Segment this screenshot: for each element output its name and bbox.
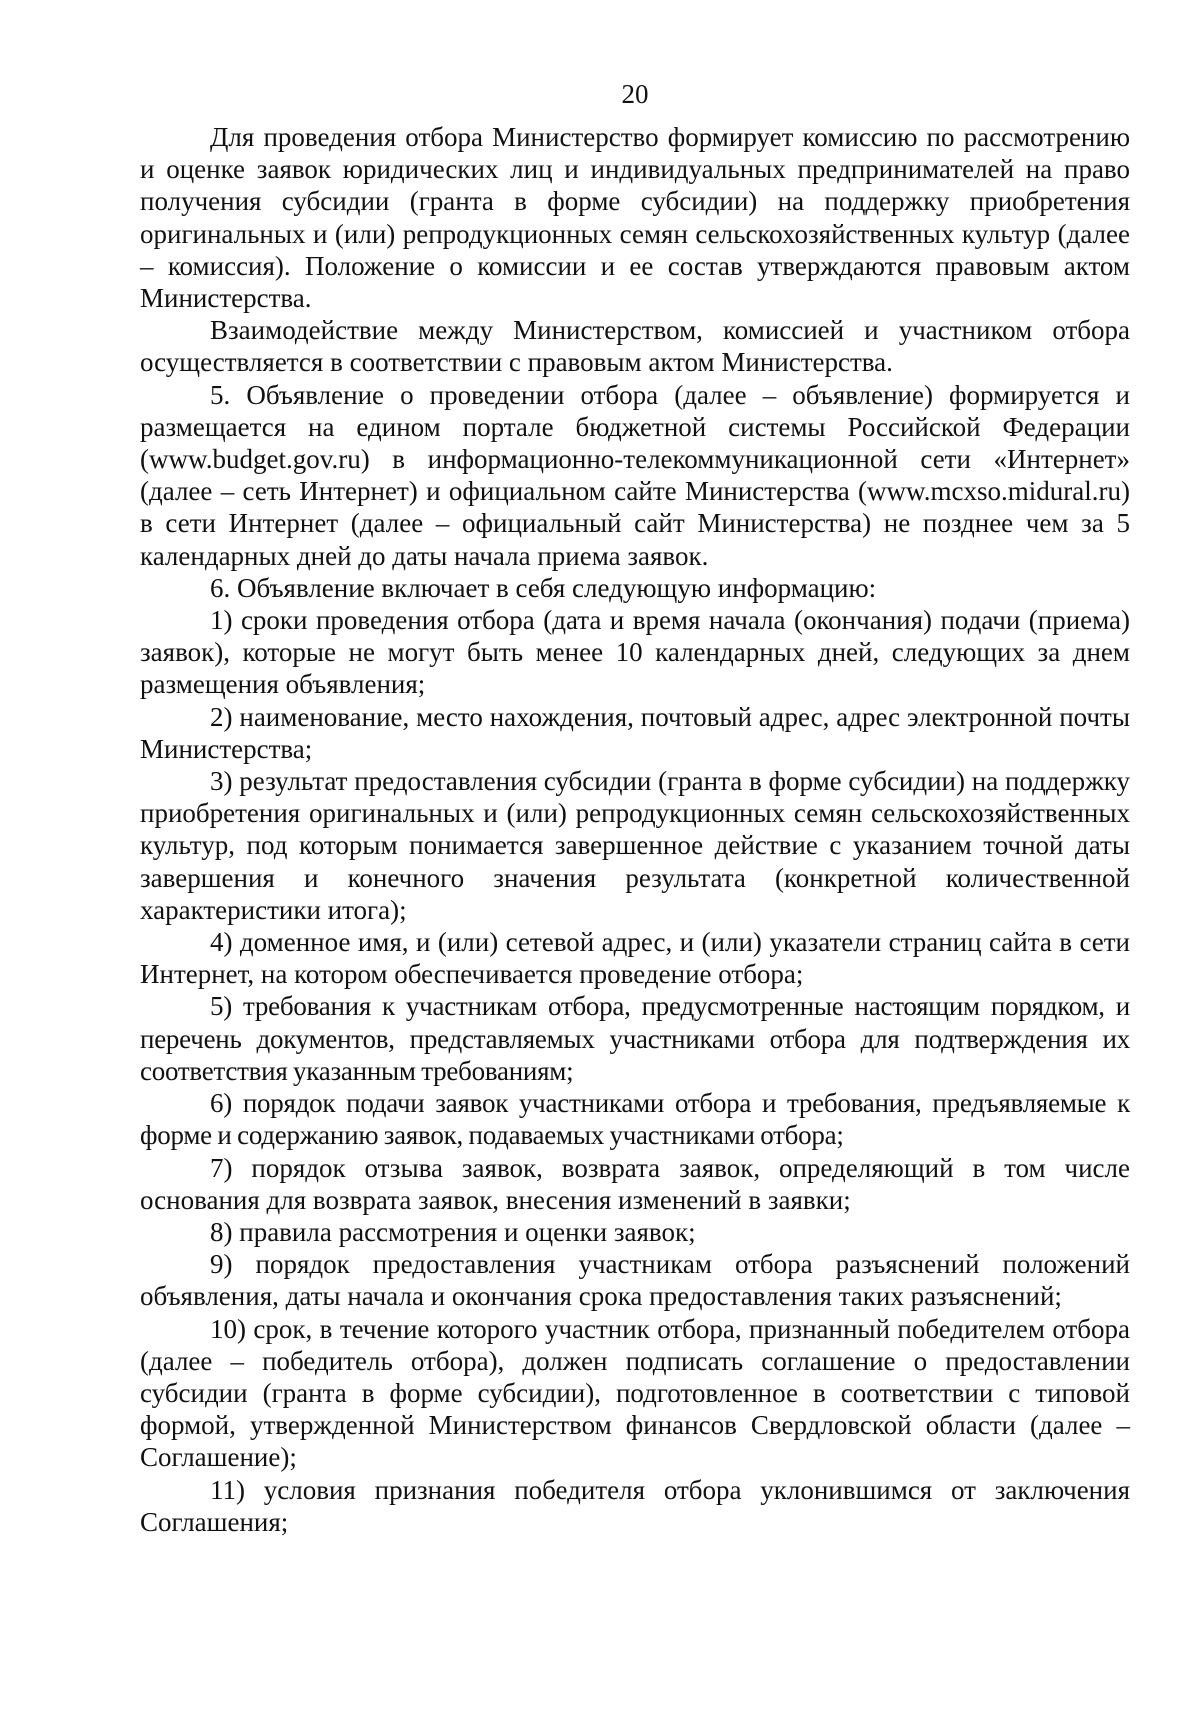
paragraph-interaction: Взаимодействие между Министерством, комиссией и участником отбора осуществляется в соответствии с правовым актом Министерства. [140, 315, 1130, 378]
list-item-8: 8) правила рассмотрения и оценки заявок; [210, 1216, 696, 1247]
list-item-5: 5) требования к участникам отбора, предусмотренные настоящим порядком, и перечень документов, представляемых участниками отбора для подтверждения их соответствия указанным требованиям; [140, 991, 1130, 1086]
list-item-6: 6) порядок подачи заявок участниками отбора и требования, предъявляемые к форме и содержанию заявок, подаваемых участниками отбора; [140, 1088, 1130, 1151]
list-item-1: 1) сроки проведения отбора (дата и время начала (окончания) подачи (приема) заявок), которые не могут быть менее 10 календарных дней, следующих за днем размещения объявления; [140, 605, 1130, 700]
paragraph-5-announcement: 5. Объявление о проведении отбора (далее – объявление) формируется и размещается на едином портале бюджетной системы Российской Федерации (www.budget.gov.ru) в информационно-телекоммуникационной сети «Интернет» (далее – сеть Интернет) и официальном сайте Министерства (www.mcxso.midural.ru) в сети Интернет (далее – официальный сайт Министерства) не позднее чем за 5 календарных дней до даты начала приема заявок. [140, 379, 1130, 571]
paragraph-6-contents: 6. Объявление включает в себя следующую информацию: [210, 572, 877, 603]
list-item-10: 10) срок, в течение которого участник отбора, признанный победителем отбора (далее – победитель отбора), должен подписать соглашение о предоставлении субсидии (гранта в форме субсидии), подготовленное в соответствии с типовой формой, утвержденной Министерством финансов Свердловской области (далее – Соглашение); [140, 1313, 1130, 1473]
paragraph-commission: Для проведения отбора Министерство формирует комиссию по рассмотрению и оценке заявок юридических лиц и индивидуальных предпринимателей на право получения субсидии (гранта в форме субсидии) на поддержку приобретения оригинальных и (или) репродукционных семян сельскохозяйственных культур (далее – комиссия). Положение о комиссии и ее состав утверждаются правовым актом Министерства. [140, 122, 1130, 314]
list-item-4: 4) доменное имя, и (или) сетевой адрес, и (или) указатели страниц сайта в сети Интернет, на котором обеспечивается проведение отбора; [140, 927, 1130, 990]
list-item-2: 2) наименование, место нахождения, почтовый адрес, адрес электронной почты Министерства; [140, 701, 1130, 764]
list-item-3: 3) результат предоставления субсидии (гранта в форме субсидии) на поддержку приобретения оригинальных и (или) репродукционных семян сельскохозяйственных культур, под которым понимается завершенное действие с указанием точной даты завершения и конечного значения результата (конкретной количественной характеристики итога); [140, 766, 1130, 925]
document-body [140, 121, 1130, 1538]
list-item-7: 7) порядок отзыва заявок, возврата заявок, определяющий в том числе основания для возврата заявок, внесения изменений в заявки; [140, 1152, 1130, 1215]
page-number: 20 [621, 79, 649, 109]
list-item-9: 9) порядок предоставления участникам отбора разъяснений положений объявления, даты начала и окончания срока предоставления таких разъяснений; [140, 1249, 1130, 1312]
list-item-11: 11) условия признания победителя отбора уклонившимся от заключения Соглашения; [140, 1474, 1130, 1537]
